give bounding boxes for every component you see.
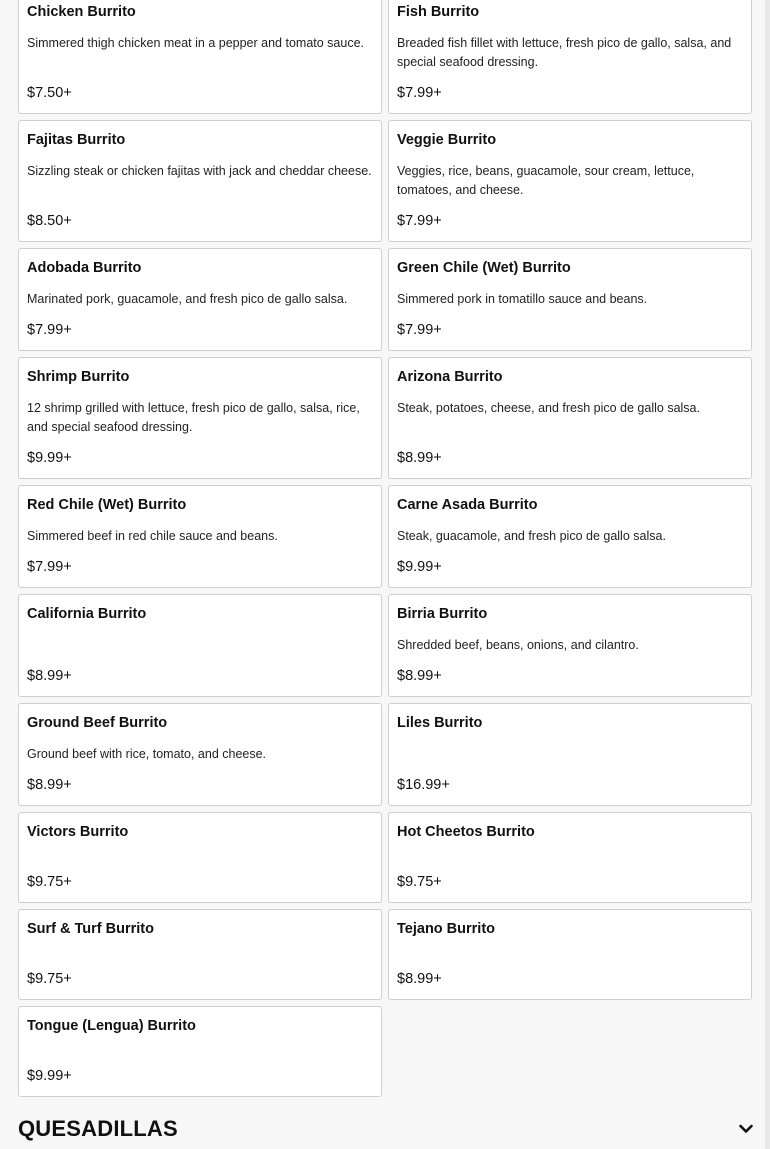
menu-item-card[interactable] — [388, 120, 752, 242]
menu-item-card[interactable] — [18, 909, 382, 1000]
menu-item-description: Simmered beef in red chile sauce and beans. — [27, 529, 278, 543]
menu-item-price: $7.99+ — [397, 322, 442, 338]
page-scrollbar[interactable] — [765, 0, 770, 1149]
menu-item-price: $8.99+ — [397, 668, 442, 684]
menu-item-card[interactable] — [18, 594, 382, 697]
menu-item-description: Simmered pork in tomatillo sauce and beans. — [397, 292, 648, 306]
menu-item-price: $7.99+ — [27, 322, 72, 338]
menu-item-description: Steak, guacamole, and fresh pico de gallo salsa. — [397, 529, 666, 543]
menu-item-name: Adobada Burrito — [27, 260, 142, 276]
menu-item-price: $7.99+ — [397, 213, 442, 229]
menu-item-card[interactable] — [388, 703, 752, 806]
menu-item-price: $7.99+ — [27, 559, 72, 575]
menu-item-description: Veggies, rice, beans, guacamole, sour cream, lettuce, tomatoes, and cheese. — [397, 164, 695, 197]
menu-item-description: Breaded fish fillet with lettuce, fresh pico de gallo, salsa, and special seafood dressing. — [397, 36, 732, 69]
menu-item-card[interactable] — [388, 0, 752, 114]
menu-item-card[interactable] — [18, 812, 382, 903]
menu-item-name: Green Chile (Wet) Burrito — [397, 260, 571, 276]
menu-item-price: $7.50+ — [27, 85, 72, 101]
menu-item-price: $9.75+ — [27, 971, 72, 987]
menu-item-name: Tongue (Lengua) Burrito — [27, 1018, 196, 1034]
menu-item-name: Arizona Burrito — [397, 369, 503, 385]
menu-item-name: Tejano Burrito — [397, 921, 496, 937]
menu-item-name: Chicken Burrito — [27, 4, 136, 20]
burrito-menu-grid — [18, 0, 752, 1097]
menu-item-description: Ground beef with rice, tomato, and cheese. — [27, 747, 267, 761]
menu-item-name: Fish Burrito — [397, 4, 480, 20]
menu-item-card[interactable] — [18, 703, 382, 806]
menu-item-price: $9.99+ — [397, 559, 442, 575]
menu-item-name: Surf & Turf Burrito — [27, 921, 154, 937]
menu-item-price: $8.99+ — [27, 777, 72, 793]
menu-item-description: Simmered thigh chicken meat in a pepper and tomato sauce. — [27, 36, 364, 50]
quesadillas-section-header[interactable] — [18, 1112, 754, 1146]
menu-item-card[interactable] — [388, 594, 752, 697]
section-title: QUESADILLAS — [18, 1116, 178, 1141]
menu-item-name: California Burrito — [27, 606, 147, 622]
menu-item-name: Ground Beef Burrito — [27, 715, 168, 731]
menu-item-description: Sizzling steak or chicken fajitas with jack and cheddar cheese. — [27, 164, 372, 178]
menu-item-price: $8.99+ — [27, 668, 72, 684]
menu-item-price: $8.99+ — [397, 971, 442, 987]
menu-item-price: $9.75+ — [397, 874, 442, 890]
menu-item-description: Shredded beef, beans, onions, and cilantro. — [397, 638, 639, 652]
chevron-down-icon[interactable] — [738, 1121, 754, 1137]
menu-item-price: $16.99+ — [397, 777, 450, 793]
menu-item-price: $8.99+ — [397, 450, 442, 466]
menu-item-name: Hot Cheetos Burrito — [397, 824, 535, 840]
menu-item-name: Liles Burrito — [397, 715, 483, 731]
menu-item-card[interactable] — [18, 120, 382, 242]
menu-item-name: Fajitas Burrito — [27, 132, 126, 148]
menu-item-name: Carne Asada Burrito — [397, 497, 538, 513]
menu-item-name: Shrimp Burrito — [27, 369, 130, 385]
menu-item-card[interactable] — [388, 909, 752, 1000]
menu-item-description: Marinated pork, guacamole, and fresh pico de gallo salsa. — [27, 292, 348, 306]
menu-item-description: Steak, potatoes, cheese, and fresh pico de gallo salsa. — [397, 401, 700, 415]
menu-item-price: $9.99+ — [27, 1068, 72, 1084]
menu-item-price: $8.50+ — [27, 213, 72, 229]
menu-item-name: Red Chile (Wet) Burrito — [27, 497, 187, 513]
menu-item-price: $7.99+ — [397, 85, 442, 101]
menu-item-name: Victors Burrito — [27, 824, 129, 840]
menu-item-card[interactable] — [18, 0, 382, 114]
menu-item-price: $9.99+ — [27, 450, 72, 466]
menu-item-card[interactable] — [18, 485, 382, 588]
menu-item-card[interactable] — [388, 248, 752, 351]
menu-item-name: Veggie Burrito — [397, 132, 497, 148]
menu-item-card[interactable] — [388, 357, 752, 479]
menu-item-name: Birria Burrito — [397, 606, 488, 622]
menu-item-card[interactable] — [388, 812, 752, 903]
menu-item-card[interactable] — [18, 248, 382, 351]
menu-item-card[interactable] — [388, 485, 752, 588]
menu-item-price: $9.75+ — [27, 874, 72, 890]
menu-item-card[interactable] — [18, 1006, 382, 1097]
menu-item-card[interactable] — [18, 357, 382, 479]
menu-item-description: 12 shrimp grilled with lettuce, fresh pico de gallo, salsa, rice, and special seafood dressing. — [27, 401, 360, 434]
